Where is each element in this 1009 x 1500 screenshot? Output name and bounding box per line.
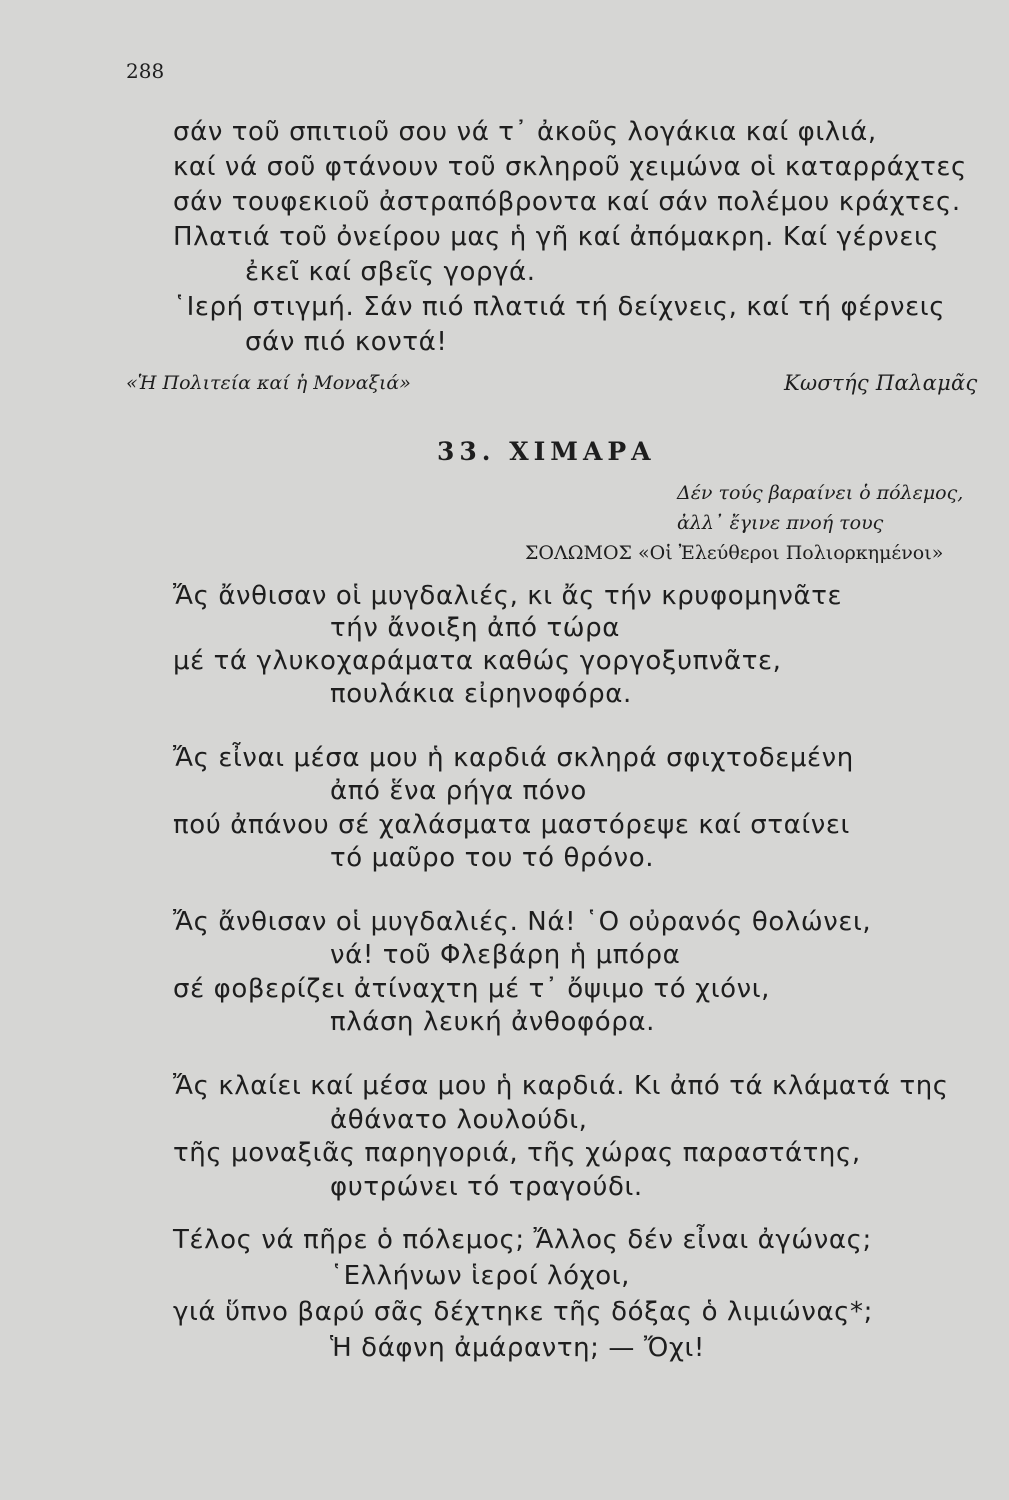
poem-author: Κωστής Παλαμᾶς	[784, 371, 978, 395]
poem-line: ἐκεῖ καί σβεῖς γοργά.	[245, 257, 536, 287]
epigraph-line: Δέν τούς βαραίνει ὁ πόλεμος,	[677, 482, 964, 504]
poem-line: Πλατιά τοῦ ὀνείρου μας ἡ γῆ καί ἀπόμακρη. Καί γέρνεις	[173, 222, 940, 252]
poem-line: πουλάκια εἰρηνοφόρα.	[330, 679, 632, 709]
poem-line: σάν πιό κοντά!	[245, 327, 448, 357]
poem-line: τό μαῦρο του τό θρόνο.	[330, 843, 655, 873]
poem-line: πλάση λευκή ἀνθοφόρα.	[330, 1007, 655, 1037]
poem-line: καί νά σοῦ φτάνουν τοῦ σκληροῦ χειμώνα οἱ καταρράχτες	[173, 152, 967, 182]
poem-line: Ἄς κλαίει καί μέσα μου ἡ καρδιά. Κι ἀπό τά κλάματά της	[173, 1071, 949, 1101]
poem-line: Ἄς ἄνθισαν οἱ μυγδαλιές. Νά! ῾Ο οὐρανός θολώνει,	[173, 907, 872, 937]
epigraph-source: ΣΟΛΩΜΟΣ «Οἱ Ἐλεύθεροι Πολιορκημένοι»	[525, 542, 944, 564]
poem-line: Ἄς εἶναι μέσα μου ἡ καρδιά σκληρά σφιχτοδεμένη	[173, 743, 854, 773]
poem-line: πού ἀπάνου σέ χαλάσματα μαστόρεψε καί σταίνει	[173, 810, 850, 840]
poem-line: ἀθάνατο λουλούδι,	[330, 1105, 588, 1135]
page-number: 288	[126, 59, 165, 83]
poem-source: «Ἡ Πολιτεία καί ἡ Μοναξιά»	[126, 372, 411, 394]
poem-line: ῾Ιερή στιγμή. Σάν πιό πλατιά τή δείχνεις, καί τή φέρνεις	[173, 292, 946, 322]
poem-line: τῆς μοναξιᾶς παρηγοριά, τῆς χώρας παραστάτης,	[173, 1138, 861, 1168]
poem-line: φυτρώνει τό τραγούδι.	[330, 1172, 643, 1202]
poem-line: νά! τοῦ Φλεβάρη ἡ μπόρα	[330, 940, 681, 970]
poem-line: ἀπό ἕνα ρήγα πόνο	[330, 776, 587, 806]
poem-line: τήν ἄνοιξη ἀπό τώρα	[330, 613, 620, 643]
poem-line: σάν τουφεκιοῦ ἀστραπόβροντα καί σάν πολέμου κράχτες.	[173, 187, 961, 217]
poem-title: 33. ΧΙΜΑΡΑ	[437, 437, 656, 466]
poem-line: μέ τά γλυκοχαράματα καθώς γοργοξυπνᾶτε,	[173, 646, 782, 676]
poem-line: σέ φοβερίζει ἀτίναχτη μέ τ᾽ ὄψιμο τό χιόνι,	[173, 974, 771, 1004]
poem-line: Τέλος νά πῆρε ὁ πόλεμος; Ἄλλος δέν εἶναι ἀγώνας;	[173, 1225, 872, 1255]
poem-line: γιά ὕπνο βαρύ σᾶς δέχτηκε τῆς δόξας ὁ λιμιώνας*;	[173, 1297, 874, 1327]
poem-line: σάν τοῦ σπιτιοῦ σου νά τ᾽ ἀκοῦς λογάκια καί φιλιά,	[173, 117, 877, 147]
poem-line: Ἄς ἄνθισαν οἱ μυγδαλιές, κι ἄς τήν κρυφομηνᾶτε	[173, 581, 843, 611]
epigraph-line: ἀλλ᾽ ἔγινε πνοή τους	[677, 512, 884, 534]
poem-line: Ἡ δάφνη ἀμάραντη; — Ὄχι!	[330, 1333, 705, 1363]
poem-line: ῾Ελλήνων ἱεροί λόχοι,	[330, 1261, 630, 1291]
